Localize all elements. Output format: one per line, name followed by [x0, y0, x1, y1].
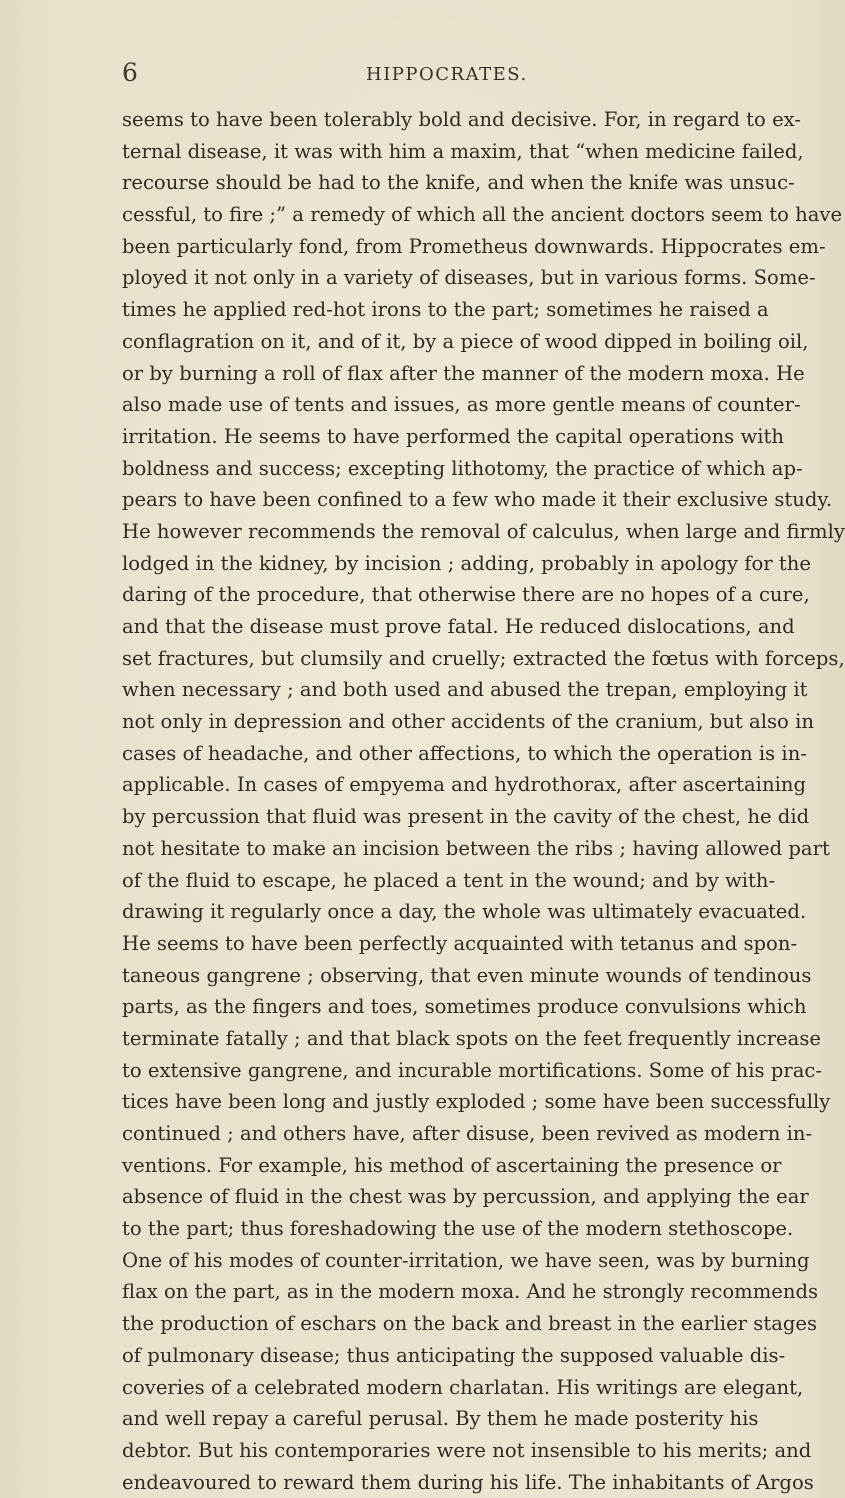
text-line: applicable. In cases of empyema and hydrothorax, after ascertaining [122, 773, 806, 797]
text-line: He seems to have been perfectly acquainted with tetanus and spon- [122, 931, 798, 955]
text-line: taneous gangrene ; observing, that even minute wounds of tendinous [122, 963, 812, 987]
text-line: set fractures, but clumsily and cruelly; extracted the fœtus with forceps, [122, 646, 845, 670]
text-line: tices have been long and justly exploded ; some have been successfully [122, 1090, 831, 1114]
text-line: pears to have been confined to a few who made it their exclusive study. [122, 488, 833, 512]
text-line: and that the disease must prove fatal. He reduced dislocations, and [122, 615, 795, 638]
text-line: boldness and success; excepting lithotomy, the practice of which ap- [122, 456, 803, 480]
running-head: HIPPOCRATES. [366, 64, 528, 85]
text-line: lodged in the kidney, by incision ; adding, probably in apology for the [122, 551, 811, 575]
text-line: recourse should be had to the knife, and when the knife was unsuc- [122, 171, 795, 195]
text-line: parts, as the fingers and toes, sometimes produce convulsions which [122, 995, 807, 1019]
text-line: of pulmonary disease; thus anticipating the supposed valuable dis- [122, 1343, 786, 1367]
text-line: to the part; thus foreshadowing the use of the modern stethoscope. [122, 1217, 794, 1241]
body-text [122, 104, 845, 1498]
text-line: One of his modes of counter-irritation, we have seen, was by burning [122, 1248, 810, 1272]
text-line: cessful, to fire ;” a remedy of which all the ancient doctors seem to have [122, 203, 843, 227]
text-line: drawing it regularly once a day, the whole was ultimately evacuated. [122, 900, 807, 924]
text-line: continued ; and others have, after disuse, been revived as modern in- [122, 1122, 813, 1145]
text-line: or by burning a roll of flax after the manner of the modern moxa. He [122, 361, 805, 385]
text-line: and well repay a careful perusal. By them he made posterity his [122, 1407, 759, 1431]
text-line: of the fluid to escape, he placed a tent in the wound; and by with- [122, 868, 776, 892]
text-line: times he applied red-hot irons to the part; sometimes he raised a [122, 298, 769, 322]
text-line: coveries of a celebrated modern charlatan. His writings are elegant, [122, 1375, 804, 1399]
text-line: endeavoured to reward them during his life. The inhabitants of Argos [122, 1470, 814, 1494]
text-line: cases of headache, and other affections, to which the operation is in- [122, 741, 807, 765]
text-line: not hesitate to make an incision between the ribs ; having allowed part [122, 836, 830, 860]
page-number: 6 [122, 58, 138, 87]
text-line: conflagration on it, and of it, by a piece of wood dipped in boiling oil, [122, 329, 809, 353]
text-line: ventions. For example, his method of ascertaining the presence or [122, 1153, 782, 1177]
text-line: ployed it not only in a variety of diseases, but in various forms. Some- [122, 266, 816, 290]
text-line: seems to have been tolerably bold and decisive. For, in regard to ex- [122, 108, 801, 131]
text-line: been particularly fond, from Prometheus downwards. Hippocrates em- [122, 234, 826, 258]
page-header [122, 58, 682, 90]
text-line: absence of fluid in the chest was by percussion, and applying the ear [122, 1185, 809, 1209]
text-line: terminate fatally ; and that black spots on the feet frequently increase [122, 1026, 821, 1050]
text-line: not only in depression and other accidents of the cranium, but also in [122, 710, 814, 734]
text-line: ternal disease, it was with him a maxim, that “when medicine failed, [122, 139, 804, 163]
text-line: debtor. But his contemporaries were not insensible to his merits; and [122, 1438, 812, 1462]
text-line: also made use of tents and issues, as more gentle means of counter- [122, 393, 801, 417]
text-line: when necessary ; and both used and abused the trepan, employing it [122, 678, 808, 702]
text-line: the production of eschars on the back and breast in the earlier stages [122, 1312, 818, 1336]
text-line: daring of the procedure, that otherwise there are no hopes of a cure, [122, 583, 810, 607]
text-line: He however recommends the removal of calculus, when large and firmly [122, 519, 845, 543]
text-line: flax on the part, as in the modern moxa. And he strongly recommends [122, 1280, 819, 1304]
text-line: irritation. He seems to have performed the capital operations with [122, 424, 784, 448]
text-line: to extensive gangrene, and incurable mortifications. Some of his prac- [122, 1058, 823, 1082]
text-line: by percussion that fluid was present in the cavity of the chest, he did [122, 805, 810, 829]
